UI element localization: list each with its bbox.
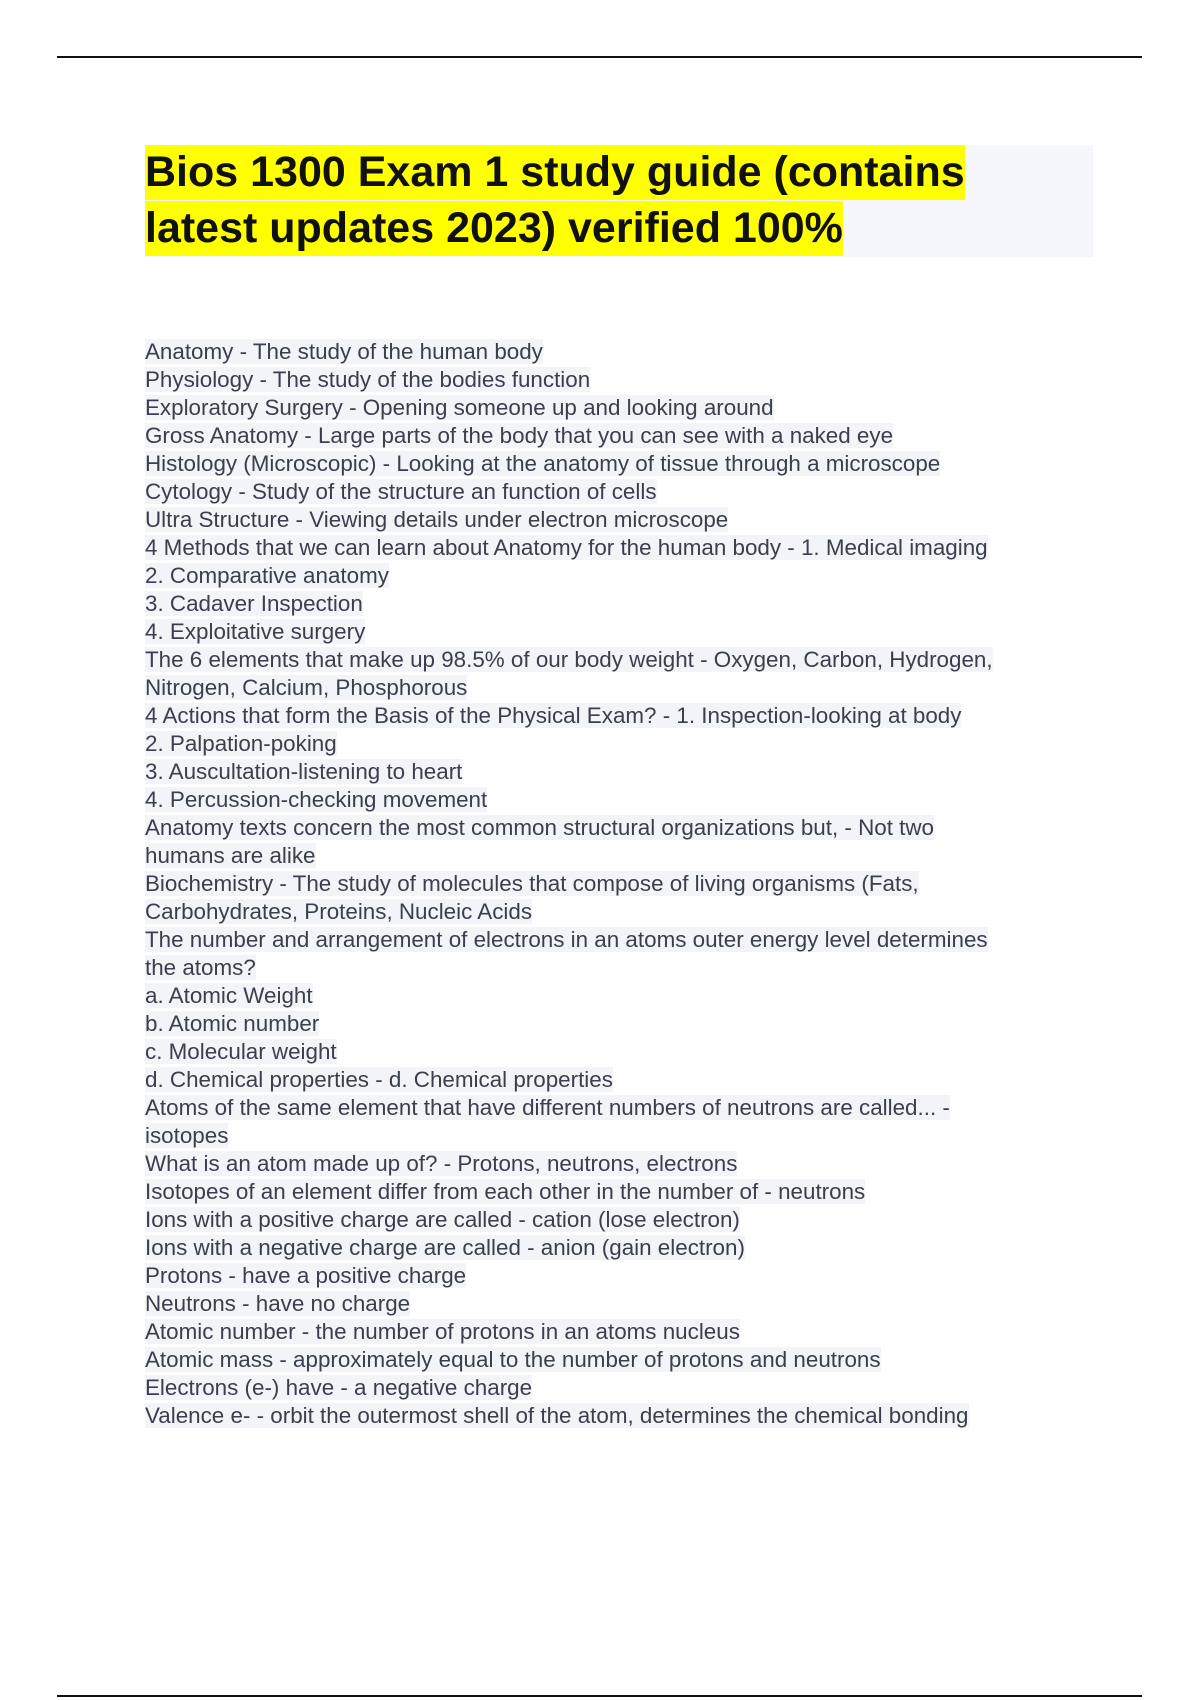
text-line (145, 674, 1105, 702)
text-line-content: 3. Auscultation-listening to heart (145, 759, 463, 784)
text-line-content: the atoms? (145, 955, 256, 980)
text-line (145, 1010, 1105, 1038)
text-line-content: The number and arrangement of electrons in an atoms outer energy level determines (145, 927, 988, 952)
text-line (145, 982, 1105, 1010)
text-line-content: isotopes (145, 1123, 229, 1148)
text-line-content: The 6 elements that make up 98.5% of our body weight - Oxygen, Carbon, Hydrogen, (145, 647, 993, 672)
text-line-content: humans are alike (145, 843, 316, 868)
text-line-content: Atomic mass - approximately equal to the number of protons and neutrons (145, 1347, 881, 1372)
text-line-content: c. Molecular weight (145, 1039, 337, 1064)
text-line (145, 1122, 1105, 1150)
text-line-content: Ions with a negative charge are called - anion (gain electron) (145, 1235, 745, 1260)
text-line (145, 814, 1105, 842)
text-line-content: Isotopes of an element differ from each other in the number of - neutrons (145, 1179, 866, 1204)
text-line (145, 898, 1105, 926)
text-line (145, 702, 1105, 730)
text-line-content: Ultra Structure - Viewing details under electron microscope (145, 507, 729, 532)
document-title (145, 145, 1093, 257)
text-line-content: 4. Percussion-checking movement (145, 787, 488, 812)
text-line-content: 3. Cadaver Inspection (145, 591, 363, 616)
text-line-content: 4 Actions that form the Basis of the Physical Exam? - 1. Inspection-looking at body (145, 703, 962, 728)
text-line-content: Exploratory Surgery - Opening someone up and looking around (145, 395, 774, 420)
text-line (145, 366, 1105, 394)
text-line-content: What is an atom made up of? - Protons, neutrons, electrons (145, 1151, 738, 1176)
study-guide-body (145, 338, 1105, 1430)
text-line-content: Biochemistry - The study of molecules that compose of living organisms (Fats, (145, 871, 919, 896)
text-line-content: Nitrogen, Calcium, Phosphorous (145, 675, 468, 700)
text-line (145, 870, 1105, 898)
text-line-content: Cytology - Study of the structure an function of cells (145, 479, 657, 504)
title-line-2: latest updates 2023) verified 100% (145, 201, 843, 256)
text-line (145, 450, 1105, 478)
text-line-content: 2. Comparative anatomy (145, 563, 389, 588)
text-line-content: Physiology - The study of the bodies function (145, 367, 591, 392)
text-line (145, 1150, 1105, 1178)
text-line (145, 1094, 1105, 1122)
text-line (145, 1346, 1105, 1374)
text-line-content: Atoms of the same element that have different numbers of neutrons are called... - (145, 1095, 950, 1120)
text-line-content: Electrons (e-) have - a negative charge (145, 1375, 533, 1400)
text-line-content: Carbohydrates, Proteins, Nucleic Acids (145, 899, 533, 924)
text-line-content: a. Atomic Weight (145, 983, 313, 1008)
text-line-content: Valence e- - orbit the outermost shell of the atom, determines the chemical bonding (145, 1403, 969, 1428)
text-line (145, 1290, 1105, 1318)
text-line (145, 1038, 1105, 1066)
title-line-1: Bios 1300 Exam 1 study guide (contains (145, 145, 965, 200)
bottom-rule (57, 1695, 1142, 1697)
text-line-content: 2. Palpation-poking (145, 731, 337, 756)
text-line-content: 4. Exploitative surgery (145, 619, 366, 644)
text-line-content: d. Chemical properties - d. Chemical properties (145, 1067, 613, 1092)
text-line (145, 590, 1105, 618)
text-line (145, 562, 1105, 590)
text-line (145, 786, 1105, 814)
text-line-content: Gross Anatomy - Large parts of the body that you can see with a naked eye (145, 423, 894, 448)
text-line (145, 618, 1105, 646)
text-line (145, 758, 1105, 786)
text-line-content: Anatomy - The study of the human body (145, 339, 543, 364)
text-line-content: Ions with a positive charge are called - cation (lose electron) (145, 1207, 740, 1232)
text-line-content: Histology (Microscopic) - Looking at the anatomy of tissue through a microscope (145, 451, 941, 476)
text-line-content: Neutrons - have no charge (145, 1291, 411, 1316)
text-line (145, 1318, 1105, 1346)
text-line (145, 730, 1105, 758)
text-line (145, 1206, 1105, 1234)
text-line-content: 4 Methods that we can learn about Anatomy for the human body - 1. Medical imaging (145, 535, 988, 560)
text-line (145, 842, 1105, 870)
text-line (145, 506, 1105, 534)
text-line-content: Protons - have a positive charge (145, 1263, 467, 1288)
text-line (145, 1374, 1105, 1402)
text-line (145, 1178, 1105, 1206)
text-line (145, 1066, 1105, 1094)
text-line-content: Atomic number - the number of protons in an atoms nucleus (145, 1319, 740, 1344)
text-line (145, 534, 1105, 562)
top-rule (57, 56, 1142, 58)
text-line-content: b. Atomic number (145, 1011, 320, 1036)
text-line (145, 422, 1105, 450)
text-line (145, 954, 1105, 982)
text-line (145, 1262, 1105, 1290)
text-line (145, 1234, 1105, 1262)
text-line (145, 646, 1105, 674)
text-line (145, 394, 1105, 422)
text-line (145, 338, 1105, 366)
text-line (145, 478, 1105, 506)
text-line-content: Anatomy texts concern the most common structural organizations but, - Not two (145, 815, 934, 840)
text-line (145, 1402, 1105, 1430)
text-line (145, 926, 1105, 954)
